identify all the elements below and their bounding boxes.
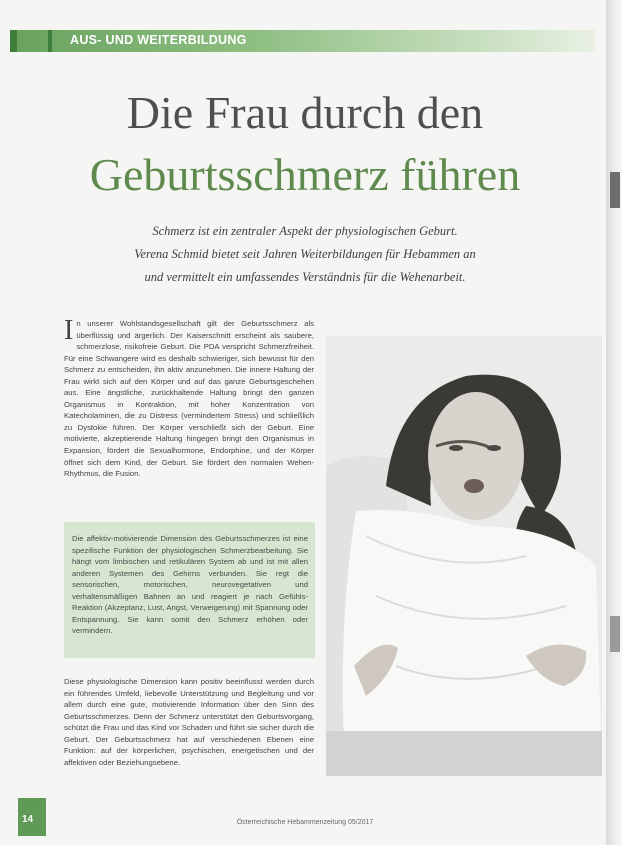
- highlight-box-text: Die affektiv-motivierende Dimension des Geburtsschmerzes ist eine spezifische Funktion der physiologischen Schmerzbearbeitung. Sie hängt vom limbischen und retikulären System ab und ist mit allen anderen Systemen des Gehirns verbunden. Sie regt die sensorischen, motorischen, neurovegetativen und verhaltensmäßigen Bahnen an und reagiert je nach Gefühls-Reaktion (Akzeptanz, Lust, Angst, Verweigerung) mit Spannung oder Entspannung. Sie kann somit den Schmerz erhöhen oder vermindern.: [72, 534, 308, 636]
- highlight-box: [64, 522, 315, 658]
- page-edge: [606, 0, 622, 845]
- section-header-bar: [10, 30, 595, 52]
- page-edge-mark-1: [610, 172, 620, 208]
- photo-illustration: [326, 336, 602, 776]
- drop-cap: I: [64, 315, 74, 346]
- journal-footer: Österreichische Hebammenzeitung 05/2017: [236, 819, 374, 826]
- headline-line-2: Geburtsschmerz führen: [89, 149, 521, 200]
- woman-in-labor-photo: [326, 336, 602, 776]
- body-paragraph-1: [64, 315, 314, 480]
- section-bar-accent: [10, 30, 17, 52]
- section-bar-accent-2: [48, 30, 52, 52]
- lead-paragraph: [80, 220, 530, 289]
- page-number: 14: [22, 814, 34, 825]
- body-paragraph-3: Diese physiologische Dimension kann positiv beeinflusst werden durch ein führendes Umfeld, liebevolle Unterstützung und Begleitung und vor allem durch eine gute, motivierende Information über den Sinn des Geburtsschmerzes. Denn der Schmerz unterstützt den Geburtsvorgang, schützt die Frau und das Kind vor Schaden und führt sie sicher durch die Geburt. Der Geburtsschmerz hat auf verschiedenen Ebenen eine Funktion: auf der körperlichen, psychischen, energetischen und der affektiven oder Beziehungsebene.: [64, 677, 314, 767]
- lead-line-2: Verena Schmid bietet seit Jahren Weiterbildungen für Hebammen an: [134, 247, 476, 261]
- lead-line-1: Schmerz ist ein zentraler Aspekt der physiologischen Geburt.: [152, 224, 458, 238]
- body-paragraph-1-text: n unserer Wohlstandsgesellschaft gilt der Geburtsschmerz als überflüssig und ärgerlich. Der Kaiserschnitt erscheint als saubere, schmerzlose, risikofreie Geburt. Die PDA verspricht Schmerzfreiheit. Für eine Schwangere wird es deshalb schwieriger, sich bewusst für den Schmerz zu entscheiden, ihn aktiv anzunehmen. Die innere Haltung der Frau wirkt sich auf den Körper und auf das ganze Geburtsgeschehen aus. Eine ängstliche, zurückhaltende Haltung bringt den ganzen Organismus in Kontraktion, mit hoher Konzentration von Katecholaminen, die zu Distress (vermindertem Stress) und schließlich zu Dystokie führen. Der Körper verschließt sich der Geburt. Eine motivierte, akzeptierende Haltung hingegen bringt den Organismus in Expansion, fördert die Sexualhormone, Endorphine, und der Körper öffnet sich dem Kind, der Geburt. Sie fördert den normalen Wehen-Rhythmus, die Fusion.: [64, 319, 314, 479]
- page-edge-mark-2: [610, 616, 620, 652]
- headline-line-1: Die Frau durch den: [126, 87, 484, 138]
- section-label: AUS- UND WEITERBILDUNG: [70, 33, 247, 47]
- lead-line-3: und vermittelt ein umfassendes Verständnis für die Wehenarbeit.: [144, 270, 466, 284]
